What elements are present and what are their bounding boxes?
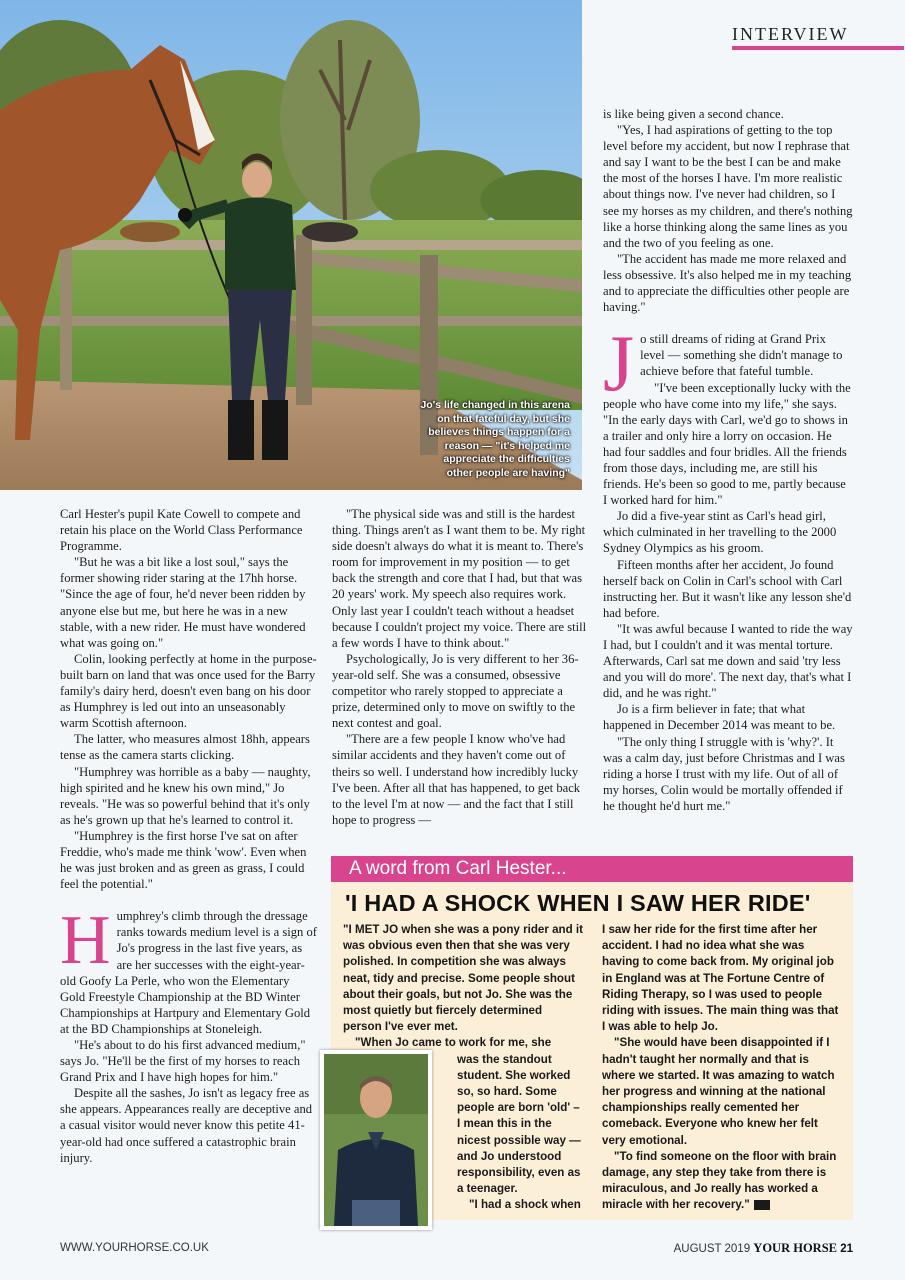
paragraph: "It was awful because I wanted to ride the way I had, but I couldn't and it was mental torture. Afterwards, Carl sat me down and said 'try less and you will do more'. The next day, that's what I did, and he was right." xyxy=(603,621,853,701)
article-column-2 xyxy=(332,506,590,828)
photo-caption: Jo's life changed in this arena on that fateful day, but she believes things happen for a reason — "it's helped me appreciate the difficulties other people are having" xyxy=(420,399,570,479)
spacer xyxy=(603,315,853,331)
footer-url: WWW.YOURHORSE.CO.UK xyxy=(60,1242,209,1254)
box-column-right xyxy=(602,922,844,1214)
paragraph-text: o still dreams of riding at Grand Prix level — something she didn't manage to achieve before that fateful tumble. xyxy=(640,332,843,379)
footer-date: AUGUST 2019 xyxy=(673,1243,751,1255)
paragraph: "There are a few people I know who've had similar accidents and they haven't come out of theirs so well. I understand how incredibly lucky I've been. After all that has happened, to get back to the level I'm at now — and the fact that I still hope to progress — xyxy=(332,732,581,827)
paragraph: "Humphrey is the first horse I've sat on after Freddie, who's made me think 'wow'. Even when he was just broken and as green as grass, I could feel the potential." xyxy=(60,828,307,892)
paragraph: "The accident has made me more relaxed and less obsessive. It's also helped me in my teaching and to appreciate the difficulties other people are having." xyxy=(603,251,852,315)
footer-brand: YOUR HORSE xyxy=(753,1241,837,1255)
paragraph-text: umphrey's climb through the dressage ranks towards medium level is a sign of Jo's progress in the last five years, as are her successes with the eight-year-old Goofy La Perle, who won the Elementary Gold Freestyle Championship at the BD Winter Championships at Hartpury and Elementary Gold at the BD Championships at Stoneleigh. xyxy=(60,909,317,1036)
paragraph: is like being given a second chance. xyxy=(603,107,784,121)
box-paragraph-text: "To find someone on the floor with brain damage, any step they take from there is miraculous, and Jo really has worked a miracle with her recovery." xyxy=(602,1149,837,1212)
paragraph: "I've been exceptionally lucky with the people who have come into my life," she says. "In the early days with Carl, we'd go to shows in a trailer and only hire a lorry on occasion. He had four saddles and four bridles. All the friends from those days, including me, are still his friends. He's been so good to me, partly because I worked hard for him." xyxy=(603,380,851,508)
paragraph: Despite all the sashes, Jo isn't as legacy free as she appears. Appearances really are deceptive and a casual visitor would never know this petite 41-year-old had once suffered a catastrophic brain injury. xyxy=(60,1086,313,1165)
paragraph: Psychologically, Jo is very different to her 36-year-old self. She was a consumed, obsessive competitor who rarely stopped to appreciate a prize, determined only to move on swiftly to the next contest and goal. xyxy=(332,651,579,731)
end-mark-icon xyxy=(754,1200,770,1210)
paragraph: Colin, looking perfectly at home in the purpose-built barn on land that was once used for the Barry family's dairy herd, doesn't even bang on his door as Humphrey is led out into an unseasonably warm Scottish afternoon. xyxy=(60,651,317,731)
paragraph: Jo did a five-year stint as Carl's head girl, which culminated in her travelling to the 2000 Sydney Olympics as his groom. xyxy=(603,509,837,556)
paragraph: "Humphrey was horrible as a baby — naughty, high spirited and he knew his own mind," Jo reveals. "He was so powerful behind that it's only as he's grown up that he's learned to control it. xyxy=(60,764,311,827)
drop-cap: H xyxy=(60,902,111,980)
paragraph-dropcap xyxy=(603,320,853,409)
paragraph: Jo is a firm believer in fate; that what happened in December 2014 was meant to be. xyxy=(603,702,836,733)
paragraph: "But he was a bit like a lost soul," says the former showing rider staring at the 17hh horse. "Since the age of four, he'd never been ridden by anyone else but me, but here he was in a new stable, with a new rider. He must have wondered what was going on." xyxy=(60,555,306,650)
box-paragraph: I saw her ride for the first time after her accident. I had no idea what she was having to come back from. My original job in England was at The Fortune Centre of Riding Therapy, so I was used to people riding with issues. The main thing was that I was able to help Jo. xyxy=(602,923,839,1034)
box-paragraph: "She would have been disappointed if I hadn't taught her normally and that is where we started. It was amazing to watch her progress and winning at the national championships really cemented her comeback. Everyone who knew her felt very emotional. xyxy=(602,1036,835,1147)
paragraph-dropcap xyxy=(60,902,317,1037)
box-header-text: A word from Carl Hester... xyxy=(349,858,567,879)
article-column-3 xyxy=(603,106,853,814)
box-title: 'I HAD A SHOCK WHEN I SAW HER RIDE' xyxy=(345,890,811,916)
main-photo xyxy=(0,0,582,490)
paragraph: Fifteen months after her accident, Jo found herself back on Colin in Carl's school with Carl instructing her. But it wasn't like any lesson she'd had before. xyxy=(603,557,852,620)
box-paragraph: "I had a shock when xyxy=(469,1198,581,1212)
paragraph: Carl Hester's pupil Kate Cowell to compete and retain his place on the World Class Performance Programme. xyxy=(60,507,303,554)
box-header xyxy=(331,856,853,882)
portrait-illustration xyxy=(320,1050,432,1230)
footer-folio xyxy=(674,1241,853,1256)
article-column-1 xyxy=(60,506,317,1166)
drop-cap: J xyxy=(603,320,635,409)
portrait-photo xyxy=(320,1050,432,1230)
paragraph: "The only thing I struggle with is 'why?'. It was a calm day, just before Christmas and I was riding a horse I trust with my life. Out of all of my horses, Colin would be mortally offended if he thought he'd hurt me." xyxy=(603,734,845,813)
paragraph: "The physical side was and still is the hardest thing. Things aren't as I want them to be. My right side doesn't always do what it is meant to. There's room for improvement in my position — to get back the strength and core that I had, but that was 20 years' work. My speech also requires work. Only last year I couldn't teach without a headset because I couldn't project my voice. There are still a few words I have to think about." xyxy=(332,507,587,650)
box-paragraph: "When Jo came to work for me, she xyxy=(355,1036,552,1050)
section-rule xyxy=(732,46,904,50)
box-paragraph xyxy=(602,1149,844,1214)
paragraph: "Yes, I had aspirations of getting to the top level before my accident, but now I rephrase that and say I want to be the best I can be and make the most of the horses I have. I'm more realistic about things now. I've never had children, so I see my horses as my children, and there's nothing like a horse thinking along the same lines as you and the two of you feeling as one. xyxy=(603,123,853,250)
paragraph: "He's about to do his first advanced medium," says Jo. "He'll be the first of my horses to reach Grand Prix and I have high hopes for him." xyxy=(60,1038,306,1085)
box-paragraph: was the standout student. She worked so, so hard. Some people are born 'old' – I mean this in the nicest possible way — and Jo understood responsibility, even as a teenager. xyxy=(457,1052,581,1196)
section-label: INTERVIEW xyxy=(732,24,849,44)
page-number: 21 xyxy=(840,1243,853,1255)
box-paragraph: "I MET JO when she was a pony rider and it was obvious even then that she was very polished. In competition she was always neat, tidy and precise. Some people shout about their goals, but not Jo. She was the most quietly but fiercely determined person I've ever met. xyxy=(343,923,583,1034)
paragraph: The latter, who measures almost 18hh, appears tense as the camera starts clicking. xyxy=(60,732,310,763)
